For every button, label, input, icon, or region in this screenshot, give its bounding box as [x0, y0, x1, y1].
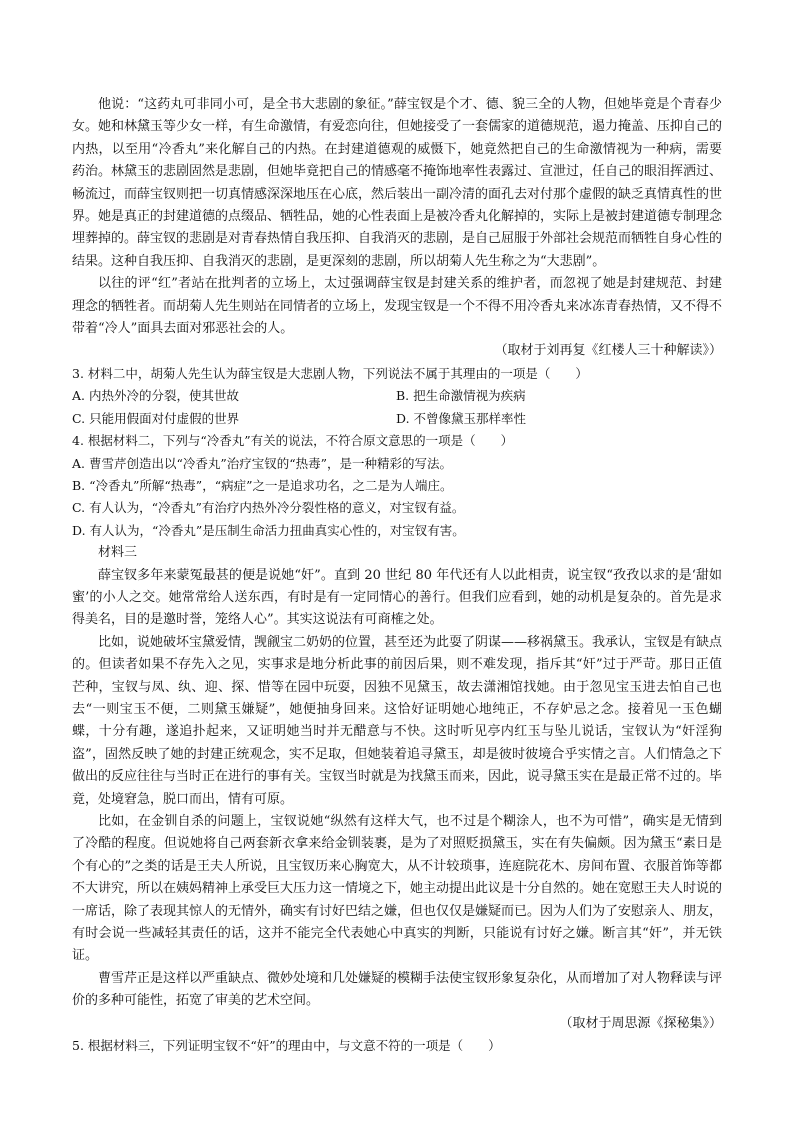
material3-heading: 材料三	[98, 545, 138, 561]
question-4-option-b: B. “冷香丸”所解“热毒”，“病症”之一是追求功名，之二是为人端庄。	[72, 477, 453, 493]
question-4-stem: 4. 根据材料二，下列与“冷香丸”有关的说法，不符合原文意思的一项是（ ）	[72, 433, 514, 449]
material3-paragraph-3: 比如，在金钏自杀的问题上，宝钗说她“纵然有这样大气，也不过是个糊涂人，也不为可惜”，确实是无情到了冷酷的程度。但说她将自己两套新衣拿来给金钏装裹，是为了对照贬损黛玉，实在有失偏颇。因为黛玉“素日是个有心的”之类的话是王夫人所说，且宝钗历来心胸宽大，从不计较琐事，连庭院花木、房间布置、衣服首饰等都不大讲究，所以在姨妈精神上承受巨大压力这一情境之下，她主动提出此议是十分自然的。她在宽慰王夫人时说的一席话，除了表现其惊人的无情外，确实有讨好巴结之嫌，但也仅仅是嫌疑而已。因为人们为了安慰亲人、朋友，有时会说一些减轻其责任的话，这并不能完全代表她心中真实的判断，只能说有讨好之嫌。断言其“奸”，并无铁证。	[72, 814, 723, 964]
question-3-option-b: B. 把生命激情视为疾病	[396, 388, 526, 404]
material2-source: （取材于刘再复《红楼人三十种解读》）	[494, 343, 722, 359]
material3-paragraph-1: 薛宝钗多年来蒙冤最甚的便是说她“奸”。直到 20 世纪 80 年代还有人以此相责，说宝钗“孜孜以求的是‘甜如蜜’的小人之交。她常常给人送东西，有时是有一定同情心的善行。但我们应看到，她的动机是复杂的。首先是求得美名，目的是邀时誉，笼络人心”。其实这说法有可商榷之处。	[72, 567, 722, 628]
question-4	[72, 430, 722, 542]
question-3-option-a: A. 内热外冷的分裂，使其世故	[72, 388, 239, 404]
document-page	[72, 94, 722, 1057]
material3-paragraph-2: 比如，说她破坏宝黛爱情，觊觎宝二奶奶的位置，甚至还为此耍了阴谋——移祸黛玉。我承认，宝钗是有缺点的。但读者如果不存先入之见，实事求是地分析此事的前因后果，则不难发现，指斥其“奸”过于严苛。那日正值芒种，宝钗与凤、纨、迎、探、惜等在园中玩耍，因独不见黛玉，故去潇湘馆找她。由于忽见宝玉进去怕自己也去“一则宝玉不便，二则黛玉嫌疑”，她便抽身回来。这恰好证明她心地纯正，不存妒忌之念。接着见一玉色蝴蝶，十分有趣，遂追扑起来，又证明她当时并无醋意与不快。这时听见亭内红玉与坠儿说话，宝钗认为“奸淫狗盗”，固然反映了她的封建正统观念，实不足取，但她装着追寻黛玉，却是彼时彼境合乎实情之言。人们情急之下做出的反应往往与当时正在进行的事有关。宝钗当时就是为找黛玉而来，因此，说寻黛玉实在是最正常不过的。毕竟，处境窘急，脱口而出，情有可原。	[72, 634, 723, 807]
question-5-stem: 5. 根据材料三，下列证明宝钗不“奸”的理由中，与文意不符的一项是（ ）	[72, 1038, 501, 1054]
question-3-option-d: D. 不曾像黛玉那样率性	[396, 410, 527, 426]
material2-paragraph-1: 他说：“这药丸可非同小可，是全书大悲剧的象征。”薛宝钗是个才、德、貌三全的人物，但她毕竟是个青春少女。她和林黛玉等少女一样，有生命激情，有爱恋向往，但她接受了一套儒家的道德规范，遏力掩盖、压抑自己的内热，以至用“冷香丸”来化解自己的内热。在封建道德观的威慑下，她竟然把自己的生命激情视为一种病，需要药治。林黛玉的悲剧固然是悲剧，但她毕竟把自己的情感毫不掩饰地率性表露过、宣泄过，任自己的眼泪挥洒过、畅流过，而薛宝钗则把一切真情感深深地压在心底，然后装出一副冷清的面孔去对付那个虚假的缺乏真情真性的世界。她是真正的封建道德的点缀品、牺牲品，她的心性表面上是被冷香丸化解掉的，实际上是被封建道德专制理念埋葬掉的。薛宝钗的悲剧是对青春热情自我压抑、自我消灭的悲剧，是自己屈服于外部社会规范而牺牲自身心性的结果。这种自我压抑、自我消灭的悲剧，是更深刻的悲剧，所以胡菊人先生称之为“大悲剧”。	[72, 97, 723, 269]
question-3-stem: 3. 材料二中，胡菊人先生认为薛宝钗是大悲剧人物，下列说法不属于其理由的一项是（ ）	[72, 365, 588, 381]
question-3-options-row-1	[72, 385, 722, 407]
material3-paragraph-4: 曹雪芹正是这样以严重缺点、微妙处境和几处嫌疑的模糊手法使宝钗形象复杂化，从而增加了对人物释读与评价的多种可能性，拓宽了审美的艺术空间。	[72, 970, 723, 1009]
material2-paragraph-2: 以往的评“红”者站在批判者的立场上，太过强调薛宝钗是封建关系的维护者，而忽视了她是封建规范、封建理念的牺牲者。而胡菊人先生则站在同情者的立场上，发现宝钗是一个不得不用冷香丸来冰冻青春热情，又不得不带着“冷人”面具去面对邪恶社会的人。	[72, 276, 723, 337]
question-3-options-row-2	[72, 408, 722, 430]
question-4-option-d: D. 有人认为，“冷香丸”是压制生命活力扭曲真实心性的，对宝钗有害。	[72, 522, 465, 538]
question-4-option-c: C. 有人认为，“冷香丸”有治疗内热外冷分裂性格的意义，对宝钗有益。	[72, 500, 465, 516]
question-3	[72, 363, 722, 430]
question-4-option-a: A. 曹雪芹创造出以“冷香丸”治疗宝钗的“热毒”，是一种精彩的写法。	[72, 455, 453, 471]
question-3-option-c: C. 只能用假面对付虚假的世界	[72, 410, 240, 426]
material3-source: （取材于周思源《探秘集》）	[559, 1015, 722, 1031]
